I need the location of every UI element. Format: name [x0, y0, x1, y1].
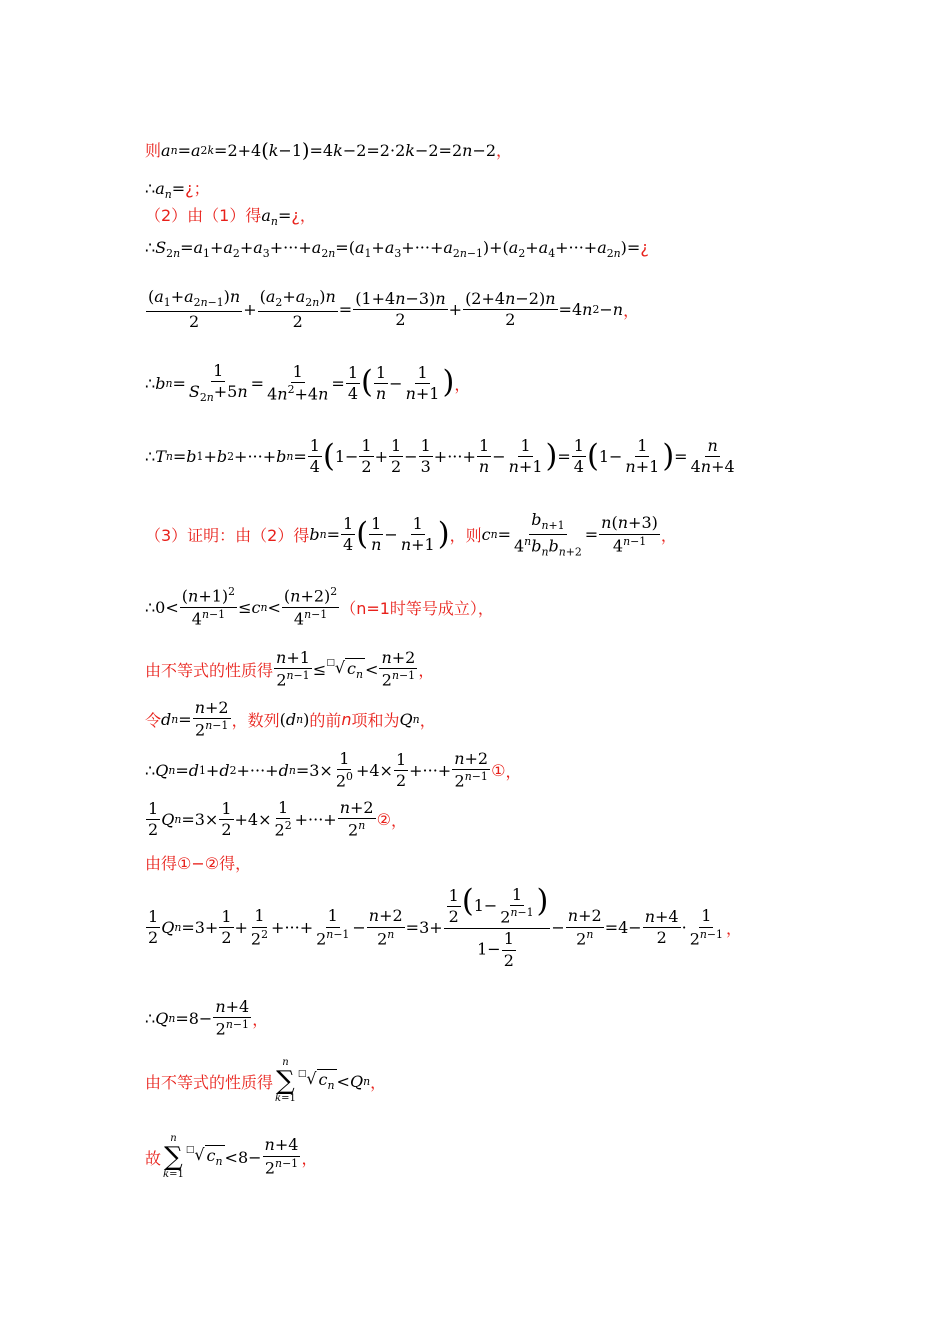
text-seq-sum2: 的前: [309, 711, 342, 731]
comma-15: ，: [725, 919, 742, 939]
circle-2: ②: [376, 810, 391, 830]
line-16: ∴ Q n =8− $\frac{n+4}{2^{n-1}}$ ，: [145, 997, 269, 1039]
line-9: ∴0< $\frac{(n+1)^2}{4^{n-1}}$ ≤ c n < $\frac{(n+2)^2}{4^{n-1}}$ （n=1时等号成立），: [145, 585, 494, 629]
comma-16: ，: [252, 1010, 269, 1030]
q-mark-2: ¿: [291, 206, 300, 225]
text-ze: 则: [145, 141, 162, 160]
text-part2: （2）由（1）得: [145, 206, 262, 225]
comma-17: ，: [370, 1072, 387, 1092]
text-ling: 令: [145, 711, 162, 731]
line-18: 故 n ∑ k=1 □ √ $c_n$ <8− $\frac{n+4}{2^{n-1}}$ ，: [145, 1133, 318, 1180]
line-6: ∴ b n = $\frac{1}{S_{2n}+5n}$ = $\frac{1}{4n^2+4n}$ = $\frac{1}{4}$ ( $\frac{1}{n}$ − $\frac{1}{n+1}$ ) ，: [145, 361, 471, 405]
line-12: ∴ Q n = d 1 + d 2 +···+ d n =3× $\frac{1}{2^0}$ +4× $\frac{1}{2}$ +···+ $\frac{n+2}{2^{n-1}}$ ① ，: [145, 749, 522, 791]
line-5: $\frac{(a_1+a_{2n-1})n}{2}$ + $\frac{(a_2+a_{2n})n}{2}$ = $\frac{(1+4n-3)n}{2}$ + $\frac{(2+4n-2)n}{2}$ =4 n 2 − n ，: [148, 287, 640, 331]
text-gu: 故: [145, 1148, 162, 1168]
line-3: （2）由（1）得$a_n=¿$，: [145, 206, 316, 229]
q-mark-1: ¿: [185, 179, 194, 198]
text-youde: 由得①−②得，: [145, 854, 252, 873]
comma-1: ，: [496, 141, 513, 160]
line-8: （3）证明：由（2）得 b n = $\frac{1}{4}$ ( $\frac{1}{n}$ − $\frac{1}{n+1}$ ) ，则 c n = $\frac{b_{n+1}}{4^nb_nb_{n+2}}$ = $\frac{n(n+3)}{4^{n-1}}$ ，: [145, 510, 677, 559]
text-seq-sum3: 项和为: [351, 711, 400, 731]
line-11: 令 d n = $\frac{n+2}{2^{n-1}}$ ，数列 ( d n ) 的前 n 项和为 Q n ，: [145, 698, 436, 740]
q-mark-3: ¿: [640, 238, 649, 257]
text-ineq-1: 由不等式的性质得: [145, 661, 274, 681]
line-14: [145, 851, 251, 874]
line-17: 由不等式的性质得 n ∑ k=1 □ √ $c_n$ < Q n ，: [145, 1057, 387, 1104]
circle-1: ①: [491, 761, 506, 781]
semicolon-1: ；: [193, 179, 210, 198]
line-7: ∴ T n = b 1 + b 2 +···+ b n = $\frac{1}{4}$ ( 1− $\frac{1}{2}$ + $\frac{1}{2}$ − $\frac{1}{3}$ +···+ $\frac{1}{n}$ − $\frac{1}{n+1}$ ) = $\frac{1}{4}$ ( 1− $\frac{1}{n+1}$ ) = $\frac{n}{4n+4}$: [145, 436, 735, 477]
comma-12: ，: [505, 762, 522, 782]
comma-13: ，: [390, 811, 407, 831]
comma-5: ，: [623, 301, 640, 321]
text-seq-sum: ，数列: [231, 711, 280, 731]
line-13: $\frac{1}{2}$ Q n =3× $\frac{1}{2}$ +4× $\frac{1}{2^2}$ +···+ $\frac{n+2}{2^n}$ ② ，: [148, 798, 407, 840]
text-ze-c: ，则: [449, 526, 482, 546]
comma-18: ，: [301, 1148, 318, 1168]
text-ineq-2: 由不等式的性质得: [145, 1072, 274, 1092]
line-1: 则 a n = a 2k =2+4 ( k −1 ) =4 k −2=2·2 k −2=2 n −2，: [145, 138, 513, 162]
comma-8: ，: [660, 526, 677, 546]
comma-11: ，: [419, 711, 436, 731]
comma-10: ，: [418, 661, 435, 681]
comma-3: ，: [299, 206, 316, 225]
text-part3: （3）证明：由（2）得: [145, 526, 310, 546]
line-15: $\frac{1}{2}$ Q n =3+ $\frac{1}{2}$ + $\frac{1}{2^2}$ +···+ $\frac{1}{2^{n-1}}$ − $\frac{n+2}{2^n}$ =3+ $\frac{1}{2}$ (1− $\frac{1}{2^{n-1}}$ ) 1− $\frac{1}{2}$ − $\frac{n+2}{2^n}$ =4− $\frac{n+4}{2}$ · $\frac{1}{2^{n-1}}$ ，: [148, 884, 742, 970]
text-eq-note: （n=1时等号成立），: [340, 598, 494, 618]
line-10: 由不等式的性质得 $\frac{n+1}{2^{n-1}}$ ≤ □ √ $c_n$ < $\frac{n+2}{2^{n-1}}$ ，: [145, 648, 435, 690]
line-2: $\therefore a_n=¿$；: [145, 179, 210, 202]
line-4: $\therefore S_{2n}=a_1+a_2+a_3+\cdot\cdot\cdot+a_{2n}=(a_1+a_3+\cdot\cdot\cdot+a_{2n-1})+(a_2+a_4+\cdot\cdot\cdot+a_{2n})=¿$: [145, 238, 649, 261]
comma-6: ，: [454, 375, 471, 395]
